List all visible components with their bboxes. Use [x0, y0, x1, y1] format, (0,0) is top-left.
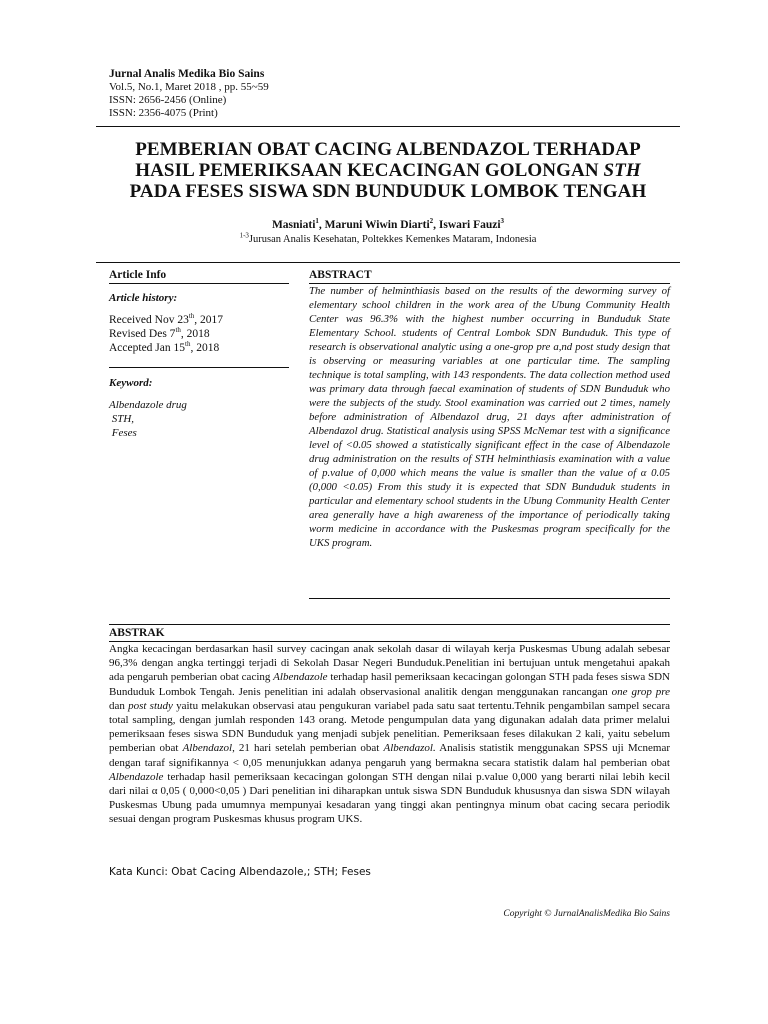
abstrak-part: , 21 hari setelah pemberian obat — [232, 742, 384, 755]
abstrak-text — [109, 642, 670, 827]
header-divider — [96, 126, 680, 127]
article-info-divider — [109, 283, 289, 284]
author-3: , Iswari Fauzi — [433, 219, 501, 231]
abstrak-italic: Albendazole — [273, 671, 328, 684]
revised-date — [109, 327, 223, 341]
author-2: , Maruni Wiwin Diarti — [318, 219, 430, 231]
title-line-3: PADA FESES SISWA SDN BUNDUDUK LOMBOK TENGAH — [129, 181, 647, 202]
revised-text: Revised Des 7 — [109, 328, 176, 340]
keyword-divider — [109, 367, 289, 368]
copyright-footer: Copyright © JurnalAnalisMedika Bio Sains — [503, 909, 670, 919]
abstract-heading: ABSTRACT — [309, 269, 372, 281]
abstrak-italic: Albendazol — [182, 742, 233, 755]
keyword-item: Feses — [109, 427, 137, 439]
abstrak-italic: one grop pre — [611, 685, 670, 698]
paper-title — [96, 139, 680, 202]
abstract-text: The number of helminthiasis based on the results of the deworming survey of elementary school children in the work area of the Ubung Community Health Center was 96.3% with the highest number occurring in Bunduduk State Elementary School. students of Central Lombok SDN Bunduduk. This type of research is observational analytic using a one-grop pre a,nd post study design that is observing or measuring variables at one particular time. The sampling technique is total sampling, with 143 respondents. The data collection method used was primary data through faecal examination of students of SDN Bunduduk who were the subjects of the study. Stool examination was carried out 2 times, namely before administration of Albendazol drug, 21 days after administration of Albendazol drug. Statistical analysis using SPSS McNemar test with a significance level of <0.05 showed a statistically significant effect in the case of Albendazole drug administration on the results of STH helminthiasis examination with a value of p.value of 0,000 which means the value is smaller than the value of α 0.05 (0,000 <0.05) From this study it is expected that SDN Bunduduk students in particular and elementary school students in the Ubung Community Health Center area generally have a high awareness of the importance of periodically taking worm medicine in accordance with the Puskesmas program specifically for the UKS program. — [309, 285, 670, 549]
title-line-2-text: HASIL PEMERIKSAAN KECACINGAN GOLONGAN — [135, 160, 604, 181]
keyword-item: STH, — [109, 413, 135, 425]
abstrak-part: dan — [109, 699, 129, 712]
keyword-heading: Keyword: — [109, 377, 153, 389]
abstrak-part: Angka kecacingan berdasarkan hasil survey cacingan anak sekolah dasar di wilayah kerja Puskesmas Ubung adalah sebesar 96,3% dengan angka tertinggi terjadi di Sekolah Dasar Negeri Bunduduk.Penelitian ini bertujuan untuk mengetahui apakah ada pengaruh pemberian obat cacing — [109, 643, 670, 684]
received-date — [109, 313, 223, 327]
abstrak-part: terhadap hasil pemeriksaan kecacingan golongan STH pada feses siswa SDN Bunduduk Lombok Tengah. Jenis penelitian ini adalah observasional analitik dengan menggunakan rancangan — [109, 671, 670, 698]
abstrak-part: Analisis statistik menggunakan SPSS uji Mcnemar dengan taraf signifikannya < 0,05 menunjukkan adanya pengaruh yang bermakna secara statistik dalam hal pemberian obat — [109, 742, 670, 769]
affiliation-text: Jurusan Analis Kesehatan, Poltekkes Kemenkes Mataram, Indonesia — [248, 234, 537, 245]
journal-volume: Vol.5, No.1, Maret 2018 , pp. 55~59 — [109, 81, 269, 93]
author-3-sup: 3 — [500, 217, 505, 226]
received-year: , 2017 — [194, 314, 224, 326]
title-line-2 — [96, 160, 680, 181]
affiliation-sup: 1-3 — [239, 231, 249, 240]
abstract-bottom-divider — [309, 598, 670, 599]
keyword-item: Albendazole drug — [109, 399, 187, 411]
accepted-sup: th — [185, 340, 191, 349]
author-1-sup: 1 — [315, 217, 319, 226]
accepted-year: , 2018 — [190, 342, 220, 354]
abstrak-top-divider — [109, 624, 670, 625]
abstrak-part: terhadap hasil pemeriksaan kecacingan golongan STH dengan nilai p.value 0,000 yang berarti nilai lebih kecil dari nilai α 0,05 ( 0,000<0,05 ) Dari penelitian ini diharapkan untuk siswa SDN Bunduduk khususnya dan siswa SDN wilayah Puskesmas Ubung pada umumnya mempunyai kesadaran yang tinggi akan pentingnya minum obat cacing secara periodik sesuai dengan program Puskesmas khusus program UKS. — [109, 770, 670, 826]
info-top-divider — [96, 262, 680, 263]
abstrak-heading: ABSTRAK — [109, 627, 165, 639]
journal-name: Jurnal Analis Medika Bio Sains — [109, 68, 265, 80]
issn-print: ISSN: 2356-4075 (Print) — [109, 107, 218, 119]
kata-kunci: Kata Kunci: Obat Cacing Albendazole,; STH; Feses — [109, 866, 371, 878]
accepted-date — [109, 341, 223, 355]
received-text: Received Nov 23 — [109, 314, 189, 326]
affiliation — [96, 233, 680, 246]
author-1: Masniati — [271, 219, 316, 231]
article-history-heading: Article history: — [109, 292, 178, 304]
abstrak-part: yaitu melakukan observasi atau pengukuran variabel pada satu saat tertentu.Tehnik pengambilan sampel secara total sampling, dengan jumlah responden 143 orang. Metode pengumpulan data yang digunakan adalah data primer melalui pemeriksaan feses siswa SDN Bunduduk yang menjadi subjek penelitian. Pemeriksaan feses dilakukan 2 kali, yaitu sebelum pemberian obat — [109, 699, 670, 755]
abstrak-italic: Albendazole — [109, 770, 164, 783]
revised-year: , 2018 — [180, 328, 210, 340]
received-sup: th — [188, 312, 195, 321]
abstrak-italic: Albendazol. — [383, 742, 436, 755]
revised-sup: th — [175, 326, 181, 335]
journal-header — [109, 68, 269, 120]
abstrak-italic: post study — [128, 699, 173, 712]
title-line-1: PEMBERIAN OBAT CACING ALBENDAZOL TERHADAP — [135, 139, 641, 160]
author-2-sup: 2 — [429, 217, 434, 226]
title-sth: STH — [603, 160, 641, 181]
article-dates — [109, 313, 223, 355]
article-info-heading-wrap — [109, 268, 289, 283]
article-info-heading: Article Info — [109, 269, 167, 281]
author-list — [96, 218, 680, 232]
issn-online: ISSN: 2656-2456 (Online) — [109, 94, 227, 106]
keyword-list — [109, 398, 187, 440]
accepted-text: Accepted Jan 15 — [109, 342, 185, 354]
